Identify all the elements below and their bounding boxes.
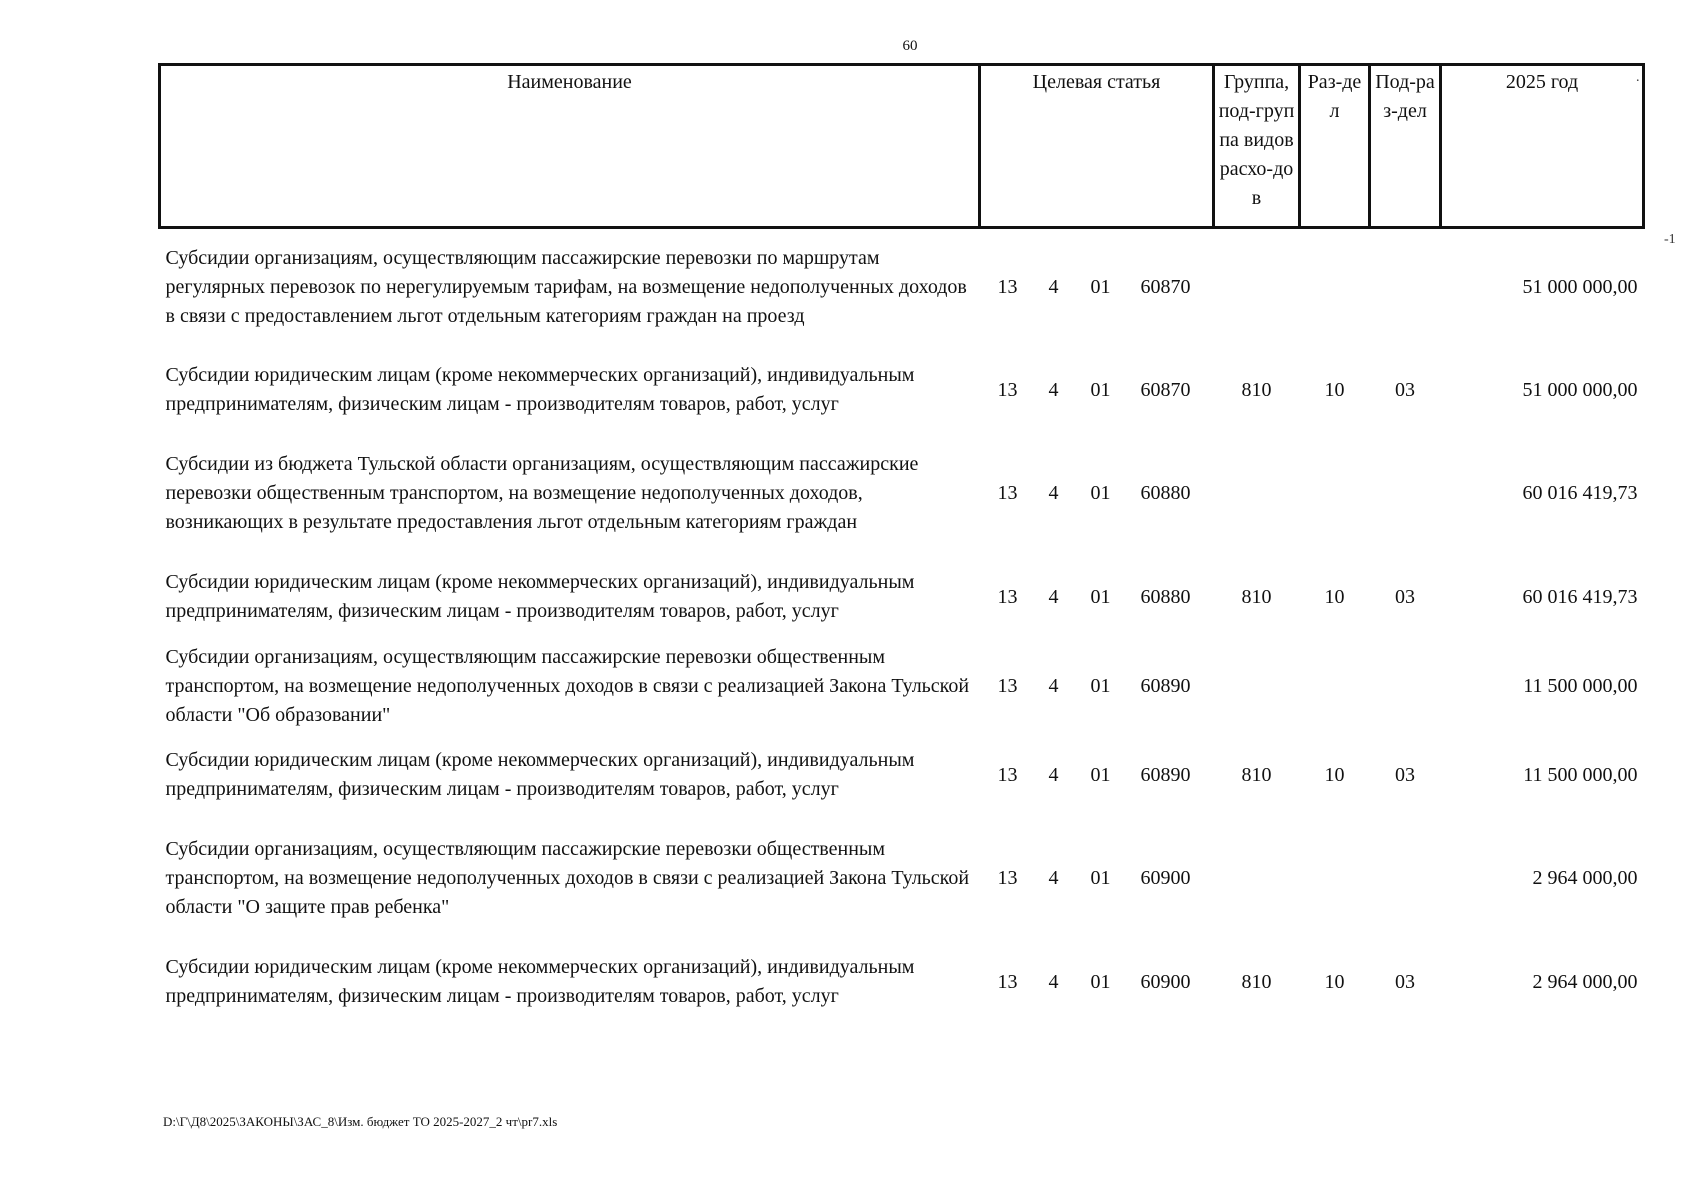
row-amount: 11 500 000,00 bbox=[1523, 674, 1638, 697]
ts-program: 13 bbox=[997, 867, 1018, 889]
table-header-row bbox=[160, 65, 1644, 228]
row-section: 10 bbox=[1324, 763, 1345, 786]
row-section bbox=[1300, 435, 1370, 553]
header-subsection: Под-раз-дел bbox=[1370, 65, 1441, 228]
ts-program: 13 bbox=[997, 482, 1018, 504]
row-group: 810 bbox=[1241, 970, 1272, 993]
row-section: 10 bbox=[1324, 970, 1345, 993]
row-subsection bbox=[1370, 642, 1441, 731]
ts-type: 4 bbox=[1048, 867, 1059, 889]
table-row bbox=[160, 731, 1644, 820]
ts-subprogram: 01 bbox=[1090, 763, 1111, 786]
row-group bbox=[1214, 642, 1300, 731]
row-section: 10 bbox=[1324, 378, 1345, 401]
row-subsection: 03 bbox=[1395, 970, 1415, 993]
ts-type: 4 bbox=[1048, 378, 1059, 401]
budget-table bbox=[158, 63, 1645, 1027]
header-target-article: Целевая статья bbox=[980, 65, 1214, 228]
ts-program: 13 bbox=[997, 585, 1018, 608]
footer-file-path: D:\Г\Д8\2025\ЗАКОНЫ\ЗАС_8\Изм. бюджет ТО 2025-2027_2 чт\pr7.xls bbox=[163, 1114, 558, 1129]
ts-type: 4 bbox=[1048, 970, 1059, 993]
row-amount: 51 000 000,00 bbox=[1522, 378, 1638, 401]
row-target-article bbox=[980, 553, 1214, 642]
row-target-article bbox=[980, 938, 1214, 1027]
row-amount: 60 016 419,73 bbox=[1522, 585, 1638, 608]
table-row bbox=[160, 938, 1644, 1027]
row-section: 10 bbox=[1324, 585, 1345, 608]
table-row bbox=[160, 228, 1644, 346]
row-subsection: 03 bbox=[1395, 763, 1415, 786]
row-section bbox=[1300, 642, 1370, 731]
row-subsection bbox=[1370, 435, 1441, 553]
ts-program: 13 bbox=[997, 674, 1018, 697]
row-name: Субсидии из бюджета Тульской области организациям, осуществляющим пассажирские перевозки общественным транспортом, на возмещение недополученных доходов, возникающих в результате предоставления льгот отдельным категориям граждан bbox=[165, 453, 919, 533]
ts-program: 13 bbox=[997, 378, 1018, 401]
row-amount: 2 964 000,00 bbox=[1532, 970, 1638, 993]
page-number: 60 bbox=[902, 38, 918, 54]
ts-program: 13 bbox=[997, 275, 1018, 298]
row-target-article bbox=[980, 435, 1214, 553]
ts-direction: 60880 bbox=[1140, 482, 1191, 504]
table-row bbox=[160, 346, 1644, 435]
row-target-article bbox=[980, 642, 1214, 731]
ts-program: 13 bbox=[997, 763, 1018, 786]
row-section bbox=[1300, 820, 1370, 938]
header-expense-group: Группа, под-группа видов расхо-дов bbox=[1214, 65, 1300, 228]
row-amount: 60 016 419,73 bbox=[1522, 482, 1638, 504]
ts-type: 4 bbox=[1048, 482, 1059, 504]
ts-type: 4 bbox=[1048, 674, 1059, 697]
row-amount: 11 500 000,00 bbox=[1523, 763, 1638, 786]
ts-direction: 60890 bbox=[1140, 763, 1191, 786]
row-subsection bbox=[1370, 820, 1441, 938]
ts-type: 4 bbox=[1048, 585, 1059, 608]
row-amount: 2 964 000,00 bbox=[1532, 867, 1638, 889]
ts-type: 4 bbox=[1048, 275, 1059, 298]
table-row bbox=[160, 553, 1644, 642]
header-name: Наименование bbox=[160, 65, 980, 228]
ts-direction: 60880 bbox=[1140, 585, 1191, 608]
row-group: 810 bbox=[1241, 585, 1272, 608]
header-year: 2025 год bbox=[1441, 65, 1644, 228]
row-name: Субсидии юридическим лицам (кроме некоммерческих организаций), индивидуальным предпринимателям, физическим лицам - производителям товаров, работ, услуг bbox=[165, 571, 915, 622]
row-name: Субсидии организациям, осуществляющим пассажирские перевозки по маршрутам регулярных перевозок по нерегулируемым тарифам, на возмещение недополученных доходов в связи с предоставлением льгот отдельным категориям граждан на проезд bbox=[165, 246, 967, 327]
table-row bbox=[160, 642, 1644, 731]
table-row bbox=[160, 820, 1644, 938]
ts-subprogram: 01 bbox=[1090, 275, 1111, 298]
header-section: Раз-дел bbox=[1300, 65, 1370, 228]
table-row bbox=[160, 435, 1644, 553]
ts-direction: 60870 bbox=[1140, 378, 1191, 401]
ts-subprogram: 01 bbox=[1090, 482, 1111, 504]
ts-subprogram: 01 bbox=[1090, 674, 1111, 697]
row-subsection: 03 bbox=[1395, 585, 1415, 608]
row-subsection: 03 bbox=[1395, 378, 1415, 401]
ts-program: 13 bbox=[997, 970, 1018, 993]
row-subsection bbox=[1370, 228, 1441, 346]
row-target-article bbox=[980, 820, 1214, 938]
row-name: Субсидии организациям, осуществляющим пассажирские перевозки общественным транспортом, на возмещение недополученных доходов в связи с реализацией Закона Тульской области "О защите прав ребенка" bbox=[165, 838, 970, 918]
ts-subprogram: 01 bbox=[1090, 867, 1111, 889]
ts-subprogram: 01 bbox=[1090, 378, 1111, 401]
ts-type: 4 bbox=[1048, 763, 1059, 786]
row-name: Субсидии юридическим лицам (кроме некоммерческих организаций), индивидуальным предпринимателям, физическим лицам - производителям товаров, работ, услуг bbox=[165, 956, 915, 1007]
row-name: Субсидии организациям, осуществляющим пассажирские перевозки общественным транспортом, на возмещение недополученных доходов в связи с реализацией Закона Тульской области "Об образовании" bbox=[165, 645, 970, 726]
table-body bbox=[160, 228, 1644, 1027]
ts-direction: 60900 bbox=[1140, 970, 1191, 993]
stray-tick-mark: -1 bbox=[1664, 232, 1676, 247]
row-amount: 51 000 000,00 bbox=[1522, 275, 1638, 298]
row-target-article bbox=[980, 346, 1214, 435]
row-group: 810 bbox=[1241, 763, 1272, 786]
row-group bbox=[1214, 435, 1300, 553]
ts-direction: 60900 bbox=[1140, 867, 1191, 889]
row-section bbox=[1300, 228, 1370, 346]
row-target-article bbox=[980, 731, 1214, 820]
row-name: Субсидии юридическим лицам (кроме некоммерческих организаций), индивидуальным предпринимателям, физическим лицам - производителям товаров, работ, услуг bbox=[165, 749, 915, 800]
ts-direction: 60890 bbox=[1140, 674, 1191, 697]
row-group bbox=[1214, 228, 1300, 346]
ts-subprogram: 01 bbox=[1090, 970, 1111, 993]
ts-subprogram: 01 bbox=[1090, 585, 1111, 608]
stray-dot-mark: . bbox=[1636, 70, 1640, 85]
row-name: Субсидии юридическим лицам (кроме некоммерческих организаций), индивидуальным предпринимателям, физическим лицам - производителям товаров, работ, услуг bbox=[165, 364, 915, 415]
row-target-article bbox=[980, 228, 1214, 346]
ts-direction: 60870 bbox=[1140, 275, 1191, 298]
row-group bbox=[1214, 820, 1300, 938]
row-group: 810 bbox=[1241, 378, 1272, 401]
